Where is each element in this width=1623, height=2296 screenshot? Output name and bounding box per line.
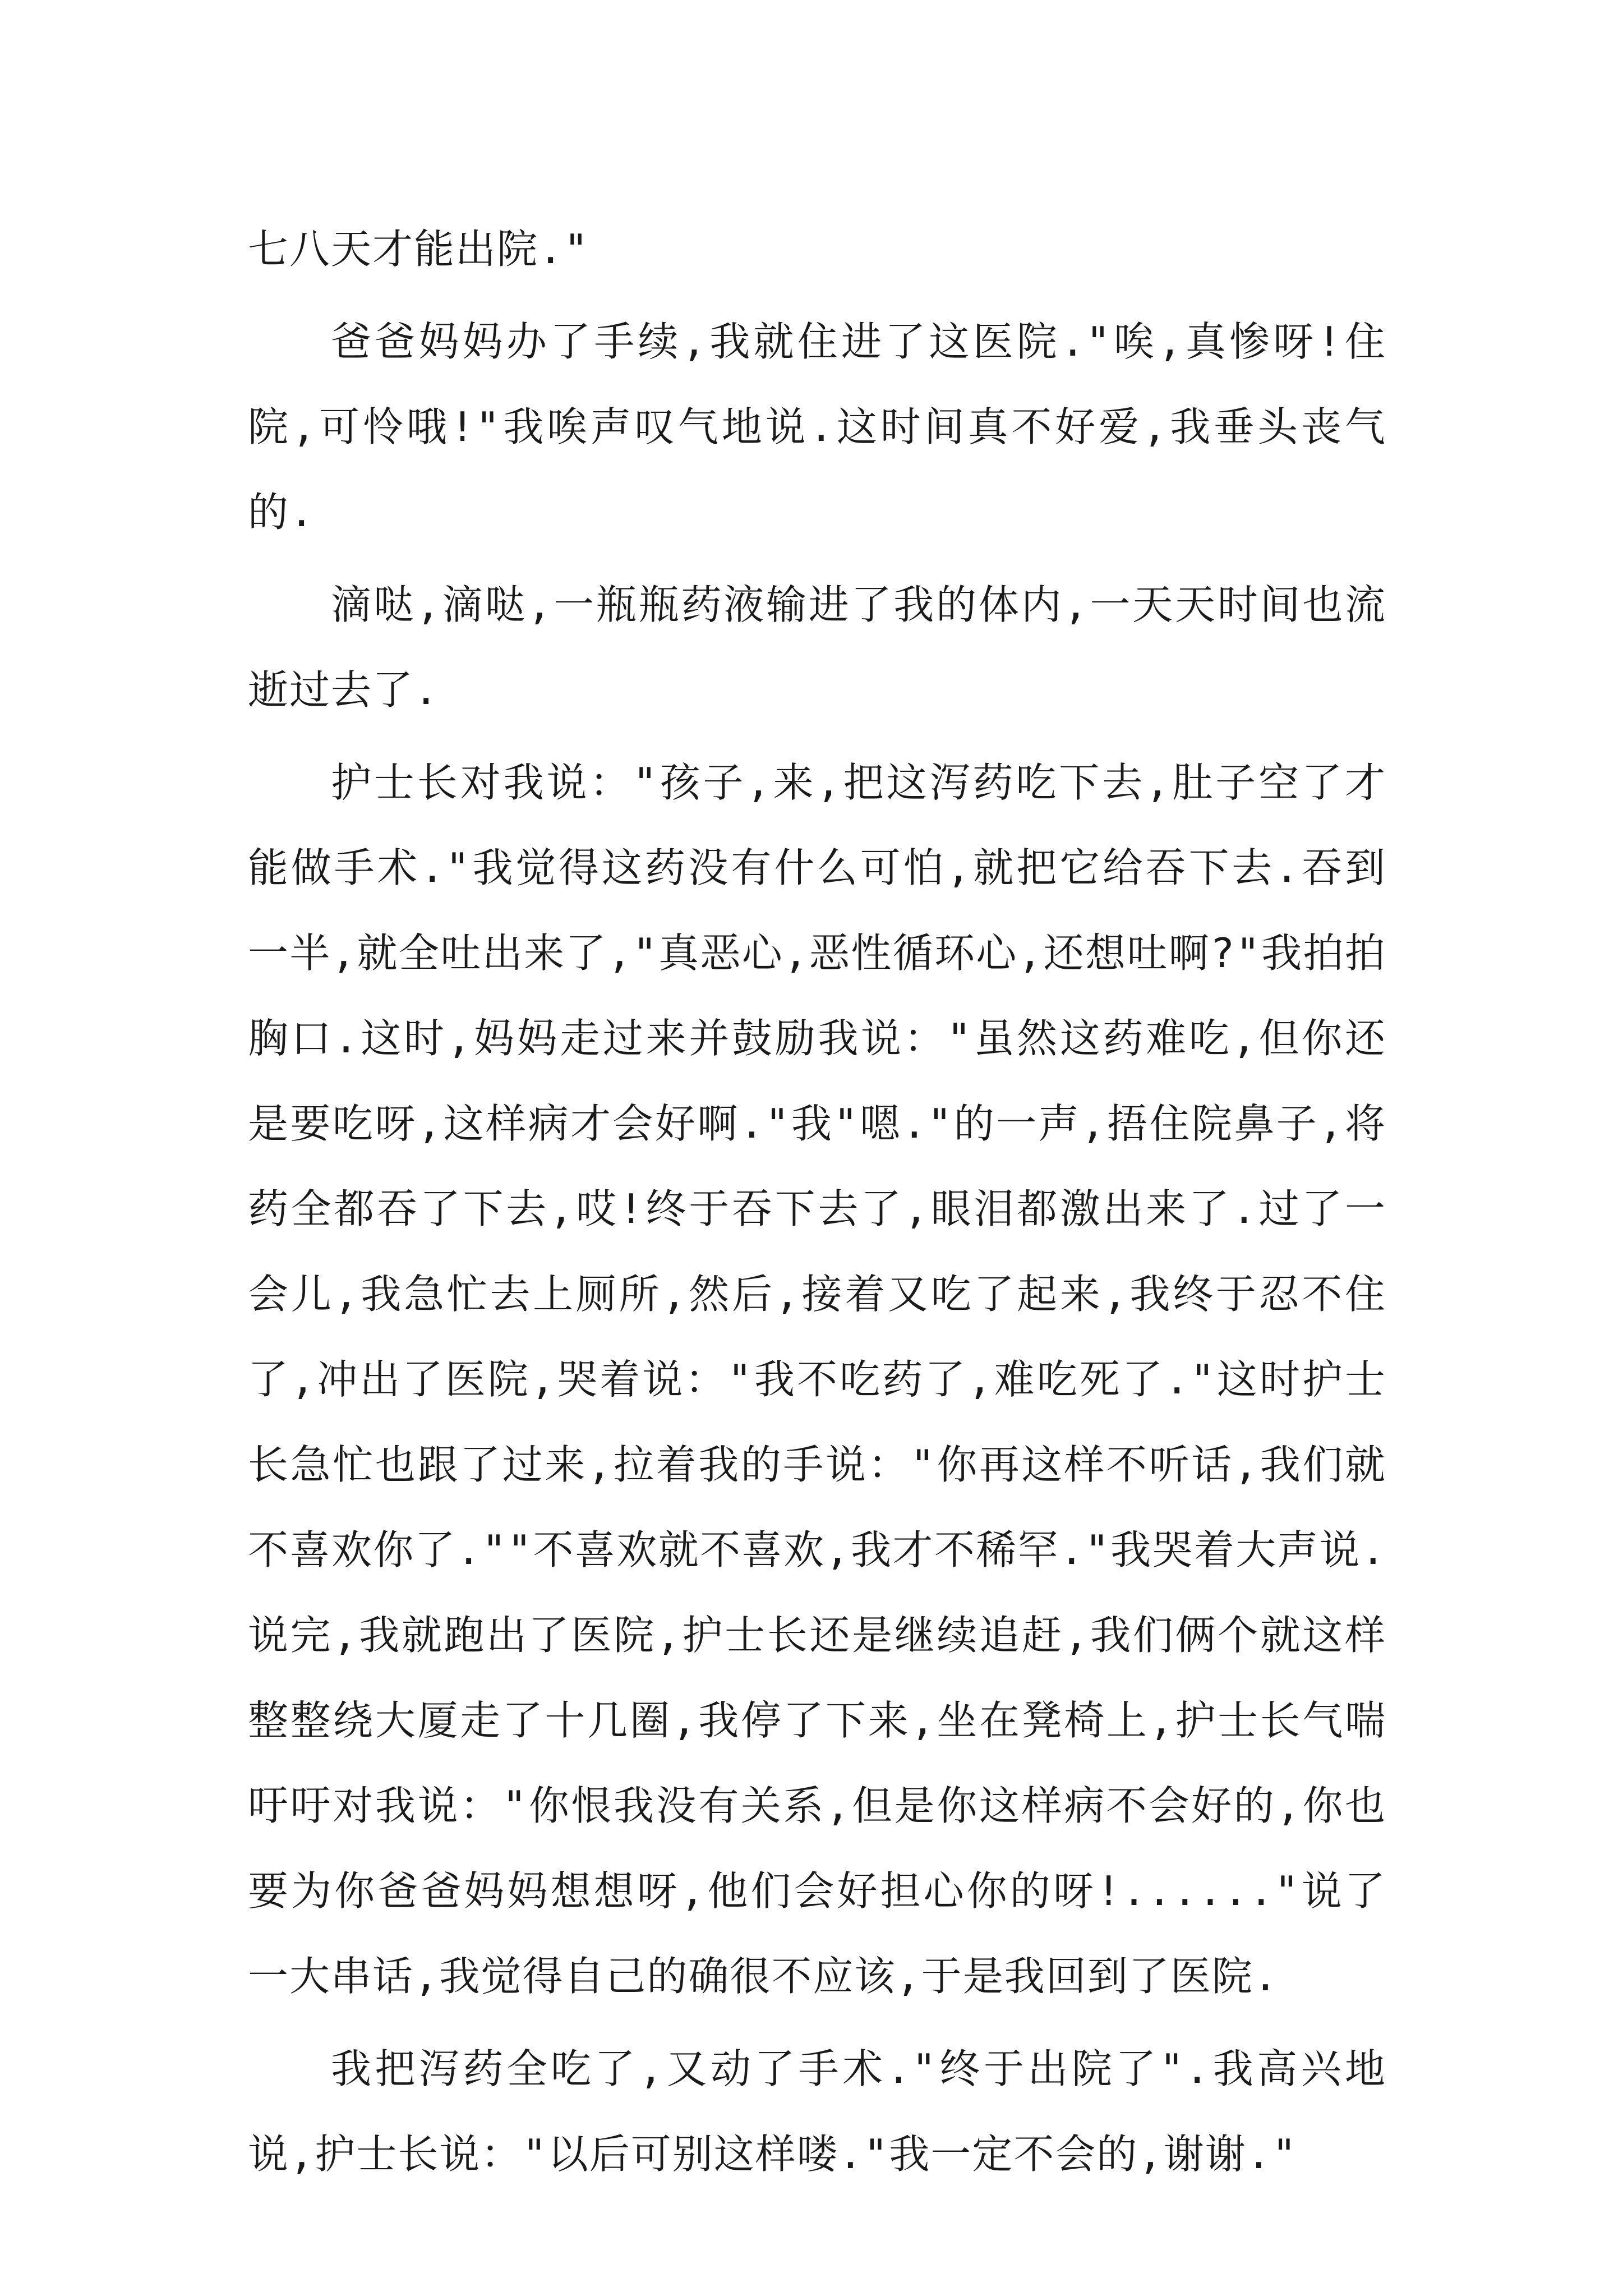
paragraph-5: 我把泻药全吃了,又动了手术."终于出院了".我高兴地说,护士长说："以后可别这样喽."我一定不会的,谢谢.": [248, 2045, 1386, 2178]
paragraph-1: 七八天才能出院.": [248, 226, 589, 273]
document-body: [248, 206, 1386, 2204]
paragraph-4: 护士长对我说："孩子,来,把这泻药吃下去,肚子空了才能做手术."我觉得这药没有什么可怕,就把它给吞下去.吞到一半,就全吐出来了,"真恶心,恶性循环心,还想吐啊?"我拍拍胸口.这时,妈妈走过来并鼓励我说："虽然这药难吃,但你还是要吃呀,这样病才会好啊."我"嗯."的一声,捂住院鼻子,将药全都吞了下去,哎!终于吞下去了,眼泪都激出来了.过了一会儿,我急忙去上厕所,然后,接着又吃了起来,我终于忍不住了,冲出了医院,哭着说："我不吃药了,难吃死了."这时护士长急忙也跟了过来,拉着我的手说："你再这样不听话,我们就不喜欢你了.""不喜欢就不喜欢,我才不稀罕."我哭着大声说.说完,我就跑出了医院,护士长还是继续追赶,我们俩个就这样整整绕大厦走了十几圈,我停了下来,坐在凳椅上,护士长气喘吁吁对我说："你恨我没有关系,但是你这样病不会好的,你也要为你爸爸妈妈想想呀,他们会好担心你的呀!......"说了一大串话,我觉得自己的确很不应该,于是我回到了医院.: [248, 759, 1386, 2000]
paragraph-2: 爸爸妈妈办了手续,我就住进了这医院."唉,真惨呀!住院,可怜哦!"我唉声叹气地说.这时间真不好爱,我垂头丧气的.: [248, 318, 1386, 536]
paragraph-3: 滴哒,滴哒,一瓶瓶药液输进了我的体内,一天天时间也流逝过去了.: [248, 581, 1386, 714]
